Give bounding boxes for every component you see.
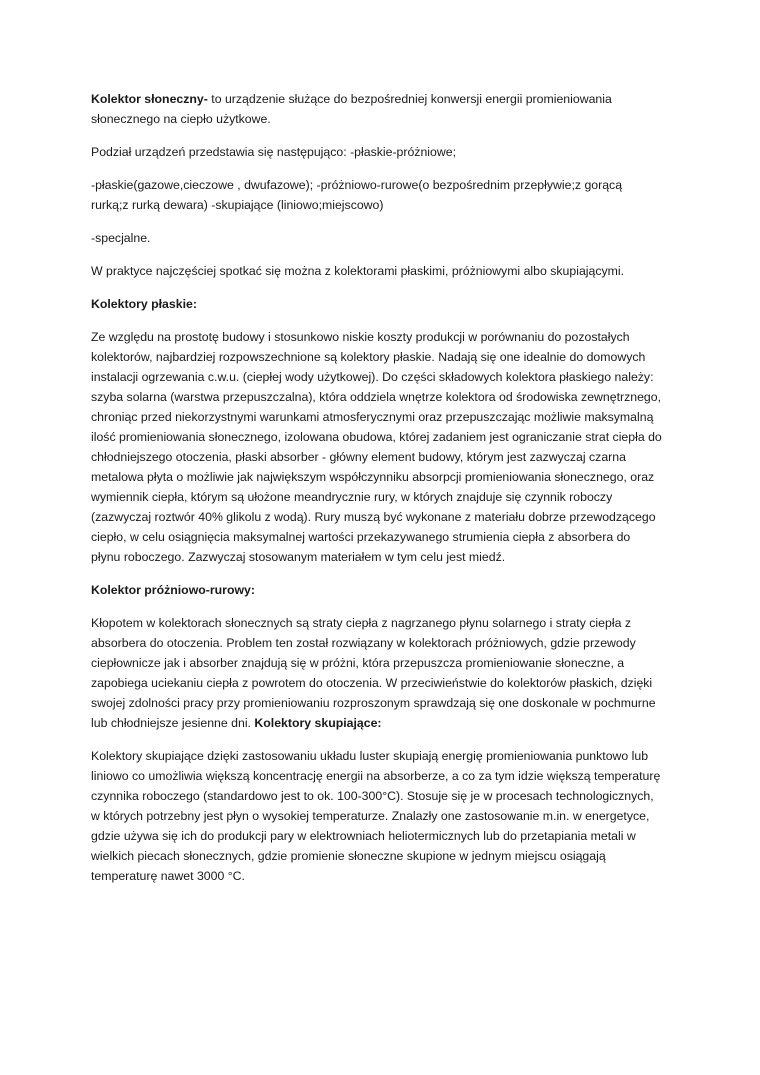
flat-collectors-paragraph: Ze względu na prostotę budowy i stosunkowo niskie koszty produkcji w porównaniu do pozostałych kolektorów, najbardziej rozpowszechnione są kolektory płaskie. Nadają się one idealnie do domowych instalacji ogrzewania c.w.u. (ciepłej wody użytkowej). Do części składowych kolektora płaskiego należy: szyba solarna (warstwa przepuszczalna), która oddziela wnętrze kolektora od środowiska zewnętrznego, chroniąc przed niekorzystnymi warunkami atmosferycznymi oraz przepuszczając możliwie maksymalną ilość promieniowania słonecznego, izolowana obudowa, której zadaniem jest ograniczanie strat ciepła do chłodniejszego otoczenia, płaski absorber - główny element budowy, którym jest zazwyczaj czarna metalowa płyta o możliwie jak największym współczynniku absorpcji promieniowania słonecznego, oraz wymiennik ciepła, którym są ułożone meandrycznie rury, w których znajduje się czynnik roboczy (zazwyczaj roztwór 40% glikolu z wodą). Rury muszą być wykonane z materiału dobrze przewodzącego ciepło, w celu osiągnięcia maksymalnej wartości przekazywanego strumienia ciepła z absorbera do płynu roboczego. Zazwyczaj stosowanym materiałem w tym celu jest miedź. <box>91 330 662 564</box>
vacuum-collector-text: Kłopotem w kolektorach słonecznych są straty ciepła z nagrzanego płynu solarnego i straty ciepła z absorbera do otoczenia. Problem ten został rozwiązany w kolektorach próżniowych, gdzie przewody ciepłownicze jak i absorber znajdują się w próżni, która przepuszcza promieniowanie słoneczne, a zapobiega uciekaniu ciepła z powrotem do otoczenia. W przeciwieństwie do kolektorów płaskich, dzięki swojej zdolności pracy przy promieniowaniu rozproszonym sprawdzają się one doskonale w pochmurne lub chłodniejsze jesienne dni. <box>91 616 656 730</box>
intro-paragraph <box>91 89 663 129</box>
intro-term: Kolektor słoneczny- <box>91 92 208 106</box>
flat-collectors-heading: Kolektory płaskie: <box>91 297 197 311</box>
concentrating-collectors-paragraph: Kolektory skupiające dzięki zastosowaniu układu luster skupiają energię promieniowania punktowo lub liniowo co umożliwia większą koncentrację energii na absorberze, a co za tym idzie większą temperaturę czynnika roboczego (standardowo jest to ok. 100-300°C). Stosuje się je w procesach technologicznych, w których potrzebny jest płyn o wysokiej temperaturze. Znalazły one zastosowanie m.in. w energetyce, gdzie używa się ich do produkcji pary w elektrowniach heliotermicznych lub do przetapiania metali w wielkich piecach słonecznych, gdzie promienie słoneczne skupione w jednym miejscu osiągają temperaturę nawet 3000 °C. <box>91 749 661 883</box>
types-paragraph: -płaskie(gazowe,cieczowe , dwufazowe); -próżniowo-rurowe(o bezpośrednim przepływie;z gorącą rurką;z rurką dewara) -skupiające (liniowo;miejscowo) <box>91 178 623 212</box>
vacuum-collector-heading: Kolektor próżniowo-rurowy: <box>91 583 255 597</box>
concentrating-collectors-heading: Kolektory skupiające: <box>254 716 382 730</box>
vacuum-collector-paragraph <box>91 613 663 733</box>
intro-text: to urządzenie służące do bezpośredniej konwersji energii promieniowania słonecznego na ciepło użytkowe. <box>91 92 612 126</box>
division-paragraph: Podział urządzeń przedstawia się następująco: -płaskie-próżniowe; <box>91 145 457 159</box>
special-paragraph: -specjalne. <box>91 231 151 245</box>
practice-paragraph: W praktyce najczęściej spotkać się można z kolektorami płaskimi, próżniowymi albo skupiającymi. <box>91 264 625 278</box>
document-body <box>91 89 663 899</box>
